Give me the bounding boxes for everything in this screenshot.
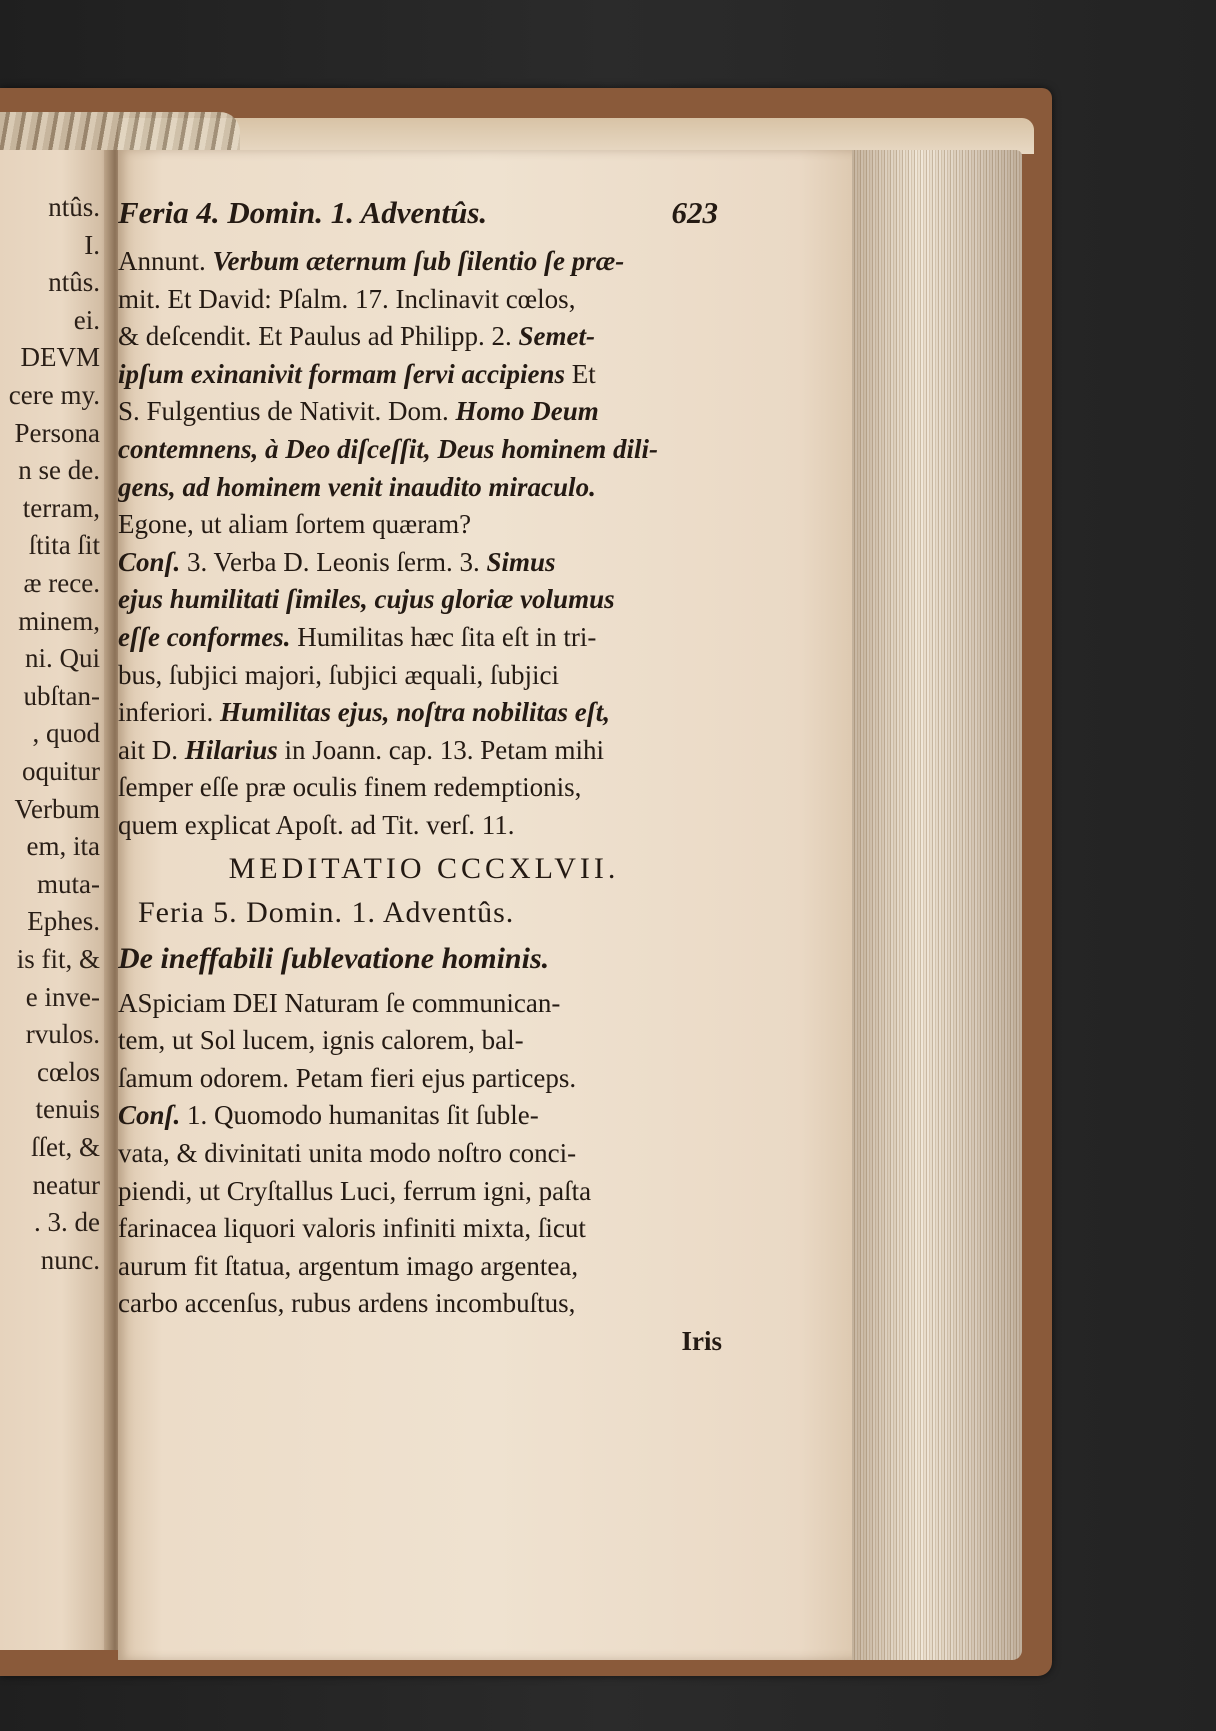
text-run: carbo accenſus, rubus ardens incombuſtus,	[118, 1288, 576, 1319]
text-line	[118, 1286, 730, 1320]
text-line	[118, 620, 730, 654]
meditatio-topic: De ineffabili ſublevatione hominis.	[118, 941, 550, 975]
running-header-title: Feria 4. Domin. 1. Adventûs.	[118, 196, 488, 230]
left-page-fragment: rvulos.	[25, 1019, 100, 1050]
text-run: piendi, ut Cryſtallus Luci, ferrum igni, paſta	[118, 1175, 592, 1206]
left-page-fragment: Verbum	[14, 793, 100, 824]
left-page-fragment: minem,	[18, 605, 100, 636]
text-run: Simus	[486, 546, 556, 577]
left-page-fragment: ntûs.	[48, 192, 100, 222]
text-line	[118, 470, 730, 504]
text-run: ſemper eſſe præ oculis finem redemptionis,	[118, 772, 582, 803]
text-run: Verbum æternum ſub ſilentio ſe præ-	[212, 246, 625, 276]
text-run: tem, ut Sol lucem, ignis calorem, bal-	[118, 1025, 524, 1056]
text-line	[118, 1211, 730, 1245]
left-page-fragment: DEVM	[20, 342, 100, 373]
text-line	[118, 658, 730, 692]
text-line	[118, 1249, 730, 1283]
text-line	[118, 244, 730, 278]
left-page-fragment: I.	[84, 229, 100, 260]
text-run: gens, ad hominem venit inaudito miraculo.	[118, 471, 596, 502]
text-line	[118, 432, 730, 466]
page-edge-shade	[852, 150, 1022, 1660]
text-run: ſamum odorem. Petam fieri ejus particeps.	[118, 1062, 577, 1093]
left-page-fragment: Ephes.	[27, 906, 100, 937]
left-page-fragment: muta-	[37, 868, 100, 899]
text-run: Egone, ut aliam ſortem quæram?	[118, 509, 472, 540]
left-page-fragment: tenuis	[35, 1094, 100, 1125]
text-run: S. Fulgentius de Nativit. Dom.	[118, 396, 456, 427]
running-header	[118, 196, 730, 230]
text-line	[118, 507, 730, 541]
text-line	[118, 1023, 730, 1057]
text-run: Homo Deum	[455, 396, 599, 427]
text-run: Conſ.	[118, 1100, 188, 1131]
text-line	[118, 1174, 730, 1208]
page-number: 623	[671, 196, 718, 230]
left-page-fragment: oquitur	[22, 756, 100, 786]
left-page-fragment: ntûs.	[48, 267, 100, 298]
left-page-text	[0, 192, 104, 1492]
text-line	[118, 986, 730, 1020]
left-page-fragment: ni. Qui	[24, 643, 100, 674]
text-run: Semet-	[518, 321, 595, 352]
text-line	[118, 1098, 730, 1132]
text-line	[118, 357, 730, 391]
text-run: A	[118, 987, 138, 1018]
meditatio-subtitle: Feria 5. Domin. 1. Adventûs.	[138, 895, 515, 929]
text-line	[118, 1136, 730, 1170]
text-run: 3. Verba D. Leonis ſerm. 3.	[187, 546, 487, 577]
text-line	[118, 282, 730, 316]
text-run: quem explicat Apoſt. ad Tit. verſ. 11.	[118, 810, 515, 840]
text-line	[118, 319, 730, 353]
text-line	[118, 695, 730, 729]
left-page-fragment: ubſtan-	[23, 680, 100, 711]
left-page-fragment: , quod	[32, 718, 100, 749]
text-line	[118, 733, 730, 767]
left-page-fragment: neatur	[32, 1169, 100, 1200]
left-page-fragment: ei.	[73, 304, 100, 335]
left-page-fragment: cere my.	[8, 380, 100, 410]
text-line	[118, 770, 730, 804]
left-page-fragment: is fit, &	[16, 944, 100, 974]
text-line	[118, 394, 730, 428]
text-run: contemnens, à Deo diſceſſit, Deus hominem dili-	[118, 434, 658, 464]
left-page-fragment: nunc.	[40, 1244, 100, 1275]
left-page-fragment: Persona	[14, 417, 100, 448]
text-line	[118, 1061, 730, 1095]
text-run: ipſum exinanivit formam ſervi accipiens	[118, 358, 565, 389]
text-run: farinacea liquori valoris infiniti mixta, ſicut	[118, 1213, 586, 1244]
meditatio-title: MEDITATIO CCCXLVII.	[228, 851, 620, 885]
text-run: Humilitas hæc ſita eſt in tri-	[297, 622, 597, 652]
text-run: Hilarius	[184, 734, 278, 765]
text-run: bus, ſubjici majori, ſubjici æquali, ſubjici	[118, 659, 559, 690]
left-page-fragment: ſſet, &	[31, 1132, 100, 1162]
text-run: Annunt.	[118, 246, 213, 276]
left-page-fragment: cœlos	[37, 1056, 100, 1087]
catchword-text: Iris	[681, 1326, 722, 1356]
text-run: inferiori.	[118, 697, 220, 728]
left-page-fragment: æ rece.	[23, 568, 100, 598]
text-run: in Joann. cap. 13. Petam mihi	[277, 734, 604, 765]
text-run: vata, & divinitati unita modo noſtro conci-	[118, 1138, 577, 1168]
left-page-fragment: . 3. de	[34, 1207, 100, 1238]
text-line	[118, 545, 730, 579]
text-run: & deſcendit. Et Paulus ad Philipp. 2.	[118, 321, 519, 352]
text-line	[118, 808, 730, 842]
left-page-fragment: n se de.	[18, 455, 100, 486]
left-page-fragment: e inve-	[25, 981, 100, 1012]
book-top-edge	[118, 118, 1034, 154]
text-run: Et	[564, 358, 596, 389]
left-page-fragment: em, ita	[26, 831, 100, 862]
text-run: Conſ.	[118, 546, 188, 577]
text-run: Humilitas ejus, noſtra nobilitas eſt,	[219, 697, 611, 728]
text-run: Spiciam DEI Naturam ſe communican-	[137, 987, 561, 1018]
text-run: ejus humilitati ſimiles, cujus gloriæ volumus	[118, 584, 615, 615]
catchword	[118, 1324, 730, 1358]
text-line	[118, 582, 730, 616]
text-run: eſſe conformes.	[118, 622, 298, 652]
text-run: ait D.	[118, 734, 185, 765]
text-run: aurum fit ſtatua, argentum imago argentea,	[118, 1250, 579, 1281]
text-run: 1. Quomodo humanitas ſit ſuble-	[187, 1100, 539, 1131]
left-page-fragment: terram,	[22, 492, 100, 523]
left-page-fragment: ſtita ſit	[28, 530, 100, 561]
text-run: mit. Et David: Pſalm. 17. Inclinavit cœlos,	[118, 283, 576, 314]
